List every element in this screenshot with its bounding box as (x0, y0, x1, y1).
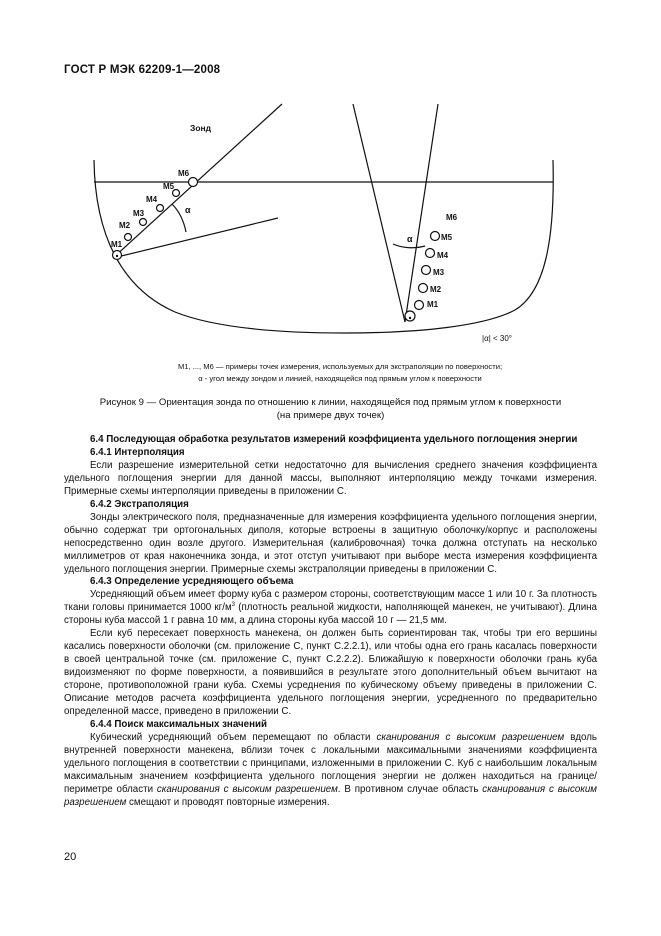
figure-caption-line-2: (на примере двух точек) (276, 409, 385, 421)
left-point-m3 (140, 219, 147, 226)
figure-caption (60, 397, 601, 422)
right-point-m2 (415, 301, 424, 310)
section-6-4-1-text: Если разрешение измерительной сетки недостаточно для вычисления среднего значения коэффициента удельного поглощения энергии для данной массы, выполняют интерполяцию между точками измерения. Примерные схемы интерполяции приведены в приложении С. (64, 459, 597, 497)
left-point-m4 (157, 205, 164, 212)
right-point-m3 (419, 284, 428, 293)
left-point-m6 (189, 178, 198, 187)
figure-legend-line-2: α - угол между зондом и линией, находящейся под прямым углом к поверхности (198, 374, 482, 383)
left-alpha-label: α (185, 205, 191, 215)
right-point-m5 (426, 249, 435, 258)
right-point-m6 (431, 232, 440, 241)
section-6-4-4-text: Кубический усредняющий объем перемещают по области сканирования с высоким разрешением вдоль внутренней поверхности манекена, вблизи точек с локальными максимальными значениями коэффициента удельного поглощения в соответствии с принципами, изложенными в приложении С. Куб с наибольшим локальным максимальным значением коэффициента удельного поглощения энергии не должен находиться на границе/периметре области сканирования с высоким разрешением. В противном случае область сканирования с высоким разрешением смещают и проводят повторные измерения. (64, 731, 597, 808)
section-6-4-3-text-2: Если куб пересекает поверхность манекена, он должен быть сориентирован так, чтобы три его вершины касались поверхности оболочки (см. приложение С, пункт С.2.2.1), или чтобы одна его грань касалась поверхности в своей центральной точке (см. приложение С, пункт С.2.2.2). Ближайшую к поверхности оболочки грань куба видоизменяют по форме поверхности, а появившийся в результате этого дополнительный объем вычитают на стороне, противоположной грани куба. Схемы усреднения по кубическому объему приведены в приложении С. Описание методов расчета коэффициента удельного поглощения энергии, усредненного по предварительно определенной массе, приведено в приложении С. (64, 628, 597, 718)
section-6-4-3-title: 6.4.3 Определение усредняющего объема (90, 576, 294, 588)
left-label-m6: M6 (178, 169, 190, 178)
section-6-4-4-title: 6.4.4 Поиск максимальных значений (90, 718, 267, 730)
right-point-m1 (405, 311, 415, 321)
section-6-4-title: 6.4 Последующая обработка результатов измерений коэффициента удельного поглощения энергии (90, 434, 578, 445)
right-label-m3: M3 (433, 268, 445, 277)
left-label-m5: M5 (163, 182, 175, 191)
right-point-m4 (422, 266, 431, 275)
left-label-m1: M1 (111, 240, 123, 249)
figure-legend-line-1: M1, ..., M6 — примеры точек измерения, используемых для экстраполяции по поверхности; (177, 362, 503, 371)
section-6-4-1-title: 6.4.1 Интерполяция (90, 446, 185, 458)
left-label-m3: M3 (133, 209, 145, 218)
section-6-4-2-title: 6.4.2 Экстраполяция (90, 498, 189, 510)
right-label-m5: M5 (441, 233, 453, 242)
left-perpendicular-line (113, 218, 278, 258)
right-alpha-arc (393, 244, 425, 248)
probe-label: Зонд (190, 123, 212, 133)
right-label-m2: M2 (430, 285, 442, 294)
right-label-m6: M6 (446, 213, 458, 222)
section-6-4-3-text-1: Усредняющий объем имеет форму куба с размером стороны, соответствующим массе 1 или 10 г. За плотность ткани головы принимается 1000 $кг/м^3$ (плотность реальной жидкости, наполняющей манекен, не учитывают). Длина стороны куба массой 1 г равна 10 мм, а длина стороны куба массой 10 г — 21,5 мм. (64, 589, 597, 627)
document-header: ГОСТ Р МЭК 62209-1—2008 (64, 64, 221, 76)
right-alpha-label: α (407, 234, 413, 244)
left-alpha-arc (172, 204, 186, 232)
page-number: 20 (64, 851, 77, 863)
right-label-m1: M1 (427, 300, 439, 309)
figure-caption-line-1: Рисунок 9 — Ориентация зонда по отношению к линии, находящейся под прямым углом к поверхности (99, 397, 562, 408)
left-label-m4: M4 (146, 195, 158, 204)
document-body (64, 434, 597, 810)
left-label-m2: M2 (119, 221, 131, 230)
right-probe-line (353, 104, 405, 322)
figure-9-diagram (0, 100, 661, 360)
angle-condition: |α| < 30° (482, 334, 512, 343)
section-6-4-2-text: Зонды электрического поля, предназначенные для измерения коэффициента удельного поглощения энергии, обычно содержат три ортогональных диполя, которые встроены в защитную оболочку/корпус и расположены непосредственно один возле другого. Измерительная (калибровочная) точка должна отступать на несколько миллиметров от края наконечника зонда, и этот отступ учитывают при выборе места измерения коэффициента удельного поглощения энергии. Примерные схемы экстраполяции приведены в приложении С. (64, 511, 597, 575)
right-label-m4: M4 (437, 251, 449, 260)
left-point-m2 (125, 234, 132, 241)
